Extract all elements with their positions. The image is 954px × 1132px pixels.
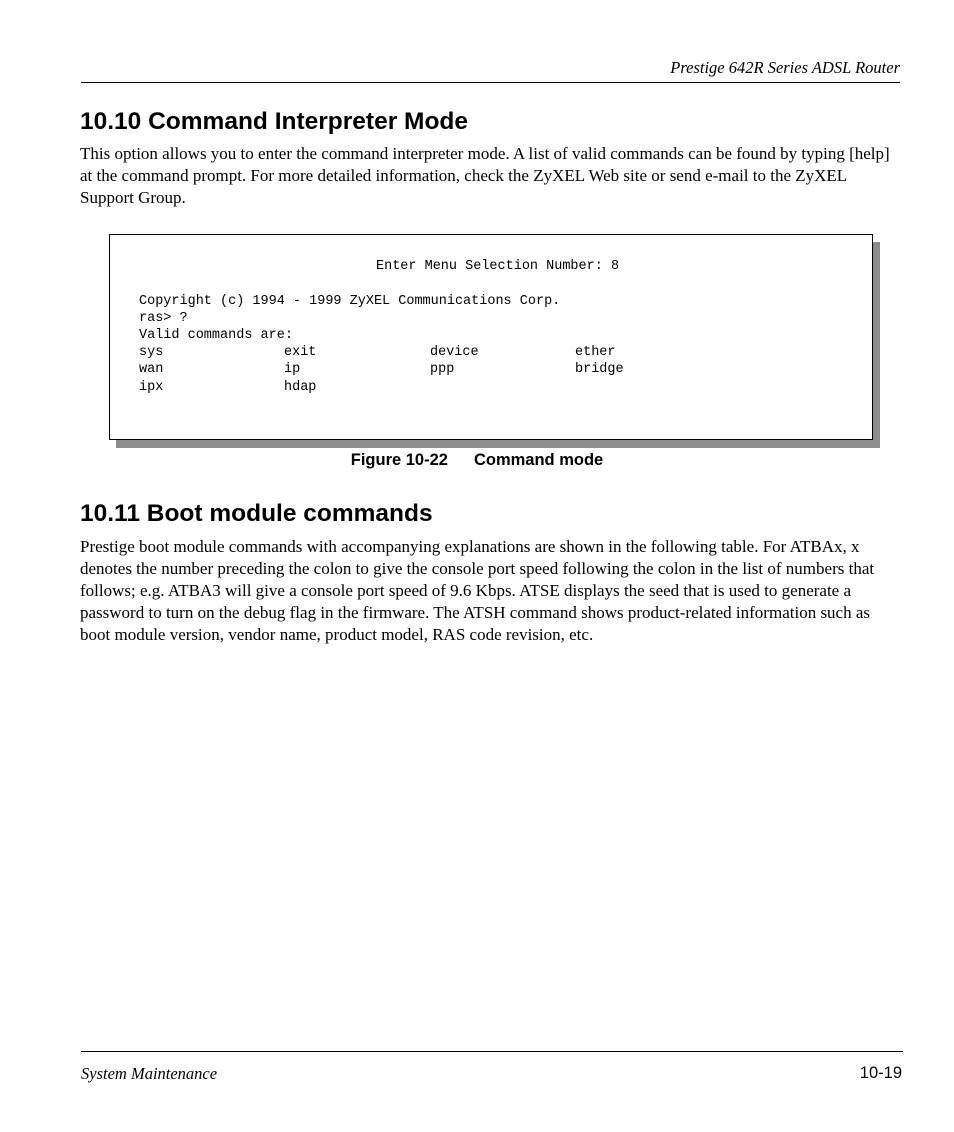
- command-item: wan: [139, 362, 164, 377]
- command-item: ppp: [430, 362, 455, 377]
- command-item: bridge: [575, 362, 624, 377]
- command-item: ether: [575, 345, 616, 360]
- section-body-command-interpreter: This option allows you to enter the command interpreter mode. A list of valid commands can be found by typing [help] at the command prompt. For more detailed information, check the ZyXEL Web site or send e-mail to the ZyXEL Support Group.: [80, 144, 890, 207]
- section-body-boot-module: Prestige boot module commands with accompanying explanations are shown in the following table. For ATBAx, x denotes the number preceding the colon to give the console port speed following the colon in the list of numbers that follows; e.g. ATBA3 will give a console port speed of 9.6 Kbps. ATSE displays the seed that is used to generate a password to turn on the debug flag in the firmware. The ATSH command shows product-related information such as boot module version, vendor name, product model, RAS code revision, etc.: [80, 537, 875, 644]
- terminal-valid-header: Valid commands are:: [139, 328, 293, 343]
- figure-title: Command mode: [473, 451, 604, 469]
- running-header: Prestige 642R Series ADSL Router: [81, 58, 900, 83]
- command-item: device: [430, 345, 479, 360]
- page-number: 10-19: [859, 1064, 902, 1082]
- command-item: ip: [284, 362, 301, 377]
- footer-rule: [81, 1051, 903, 1052]
- command-item: ipx: [139, 380, 164, 395]
- terminal-menu-prompt: Enter Menu Selection Number: 8: [376, 259, 620, 274]
- command-item: sys: [139, 345, 164, 360]
- figure-caption: [0, 451, 954, 470]
- figure-number: Figure 10-22: [350, 451, 448, 469]
- terminal-screen: [109, 234, 873, 440]
- section-heading-boot-module: 10.11 Boot module commands: [80, 500, 433, 527]
- section-heading-command-interpreter: 10.10 Command Interpreter Mode: [80, 108, 469, 135]
- footer-section-name: System Maintenance: [81, 1064, 218, 1083]
- command-item: exit: [284, 345, 317, 360]
- command-item: hdap: [284, 380, 317, 395]
- terminal-command-prompt: ras> ?: [139, 311, 188, 326]
- terminal-copyright: Copyright (c) 1994 - 1999 ZyXEL Communications Corp.: [139, 294, 561, 309]
